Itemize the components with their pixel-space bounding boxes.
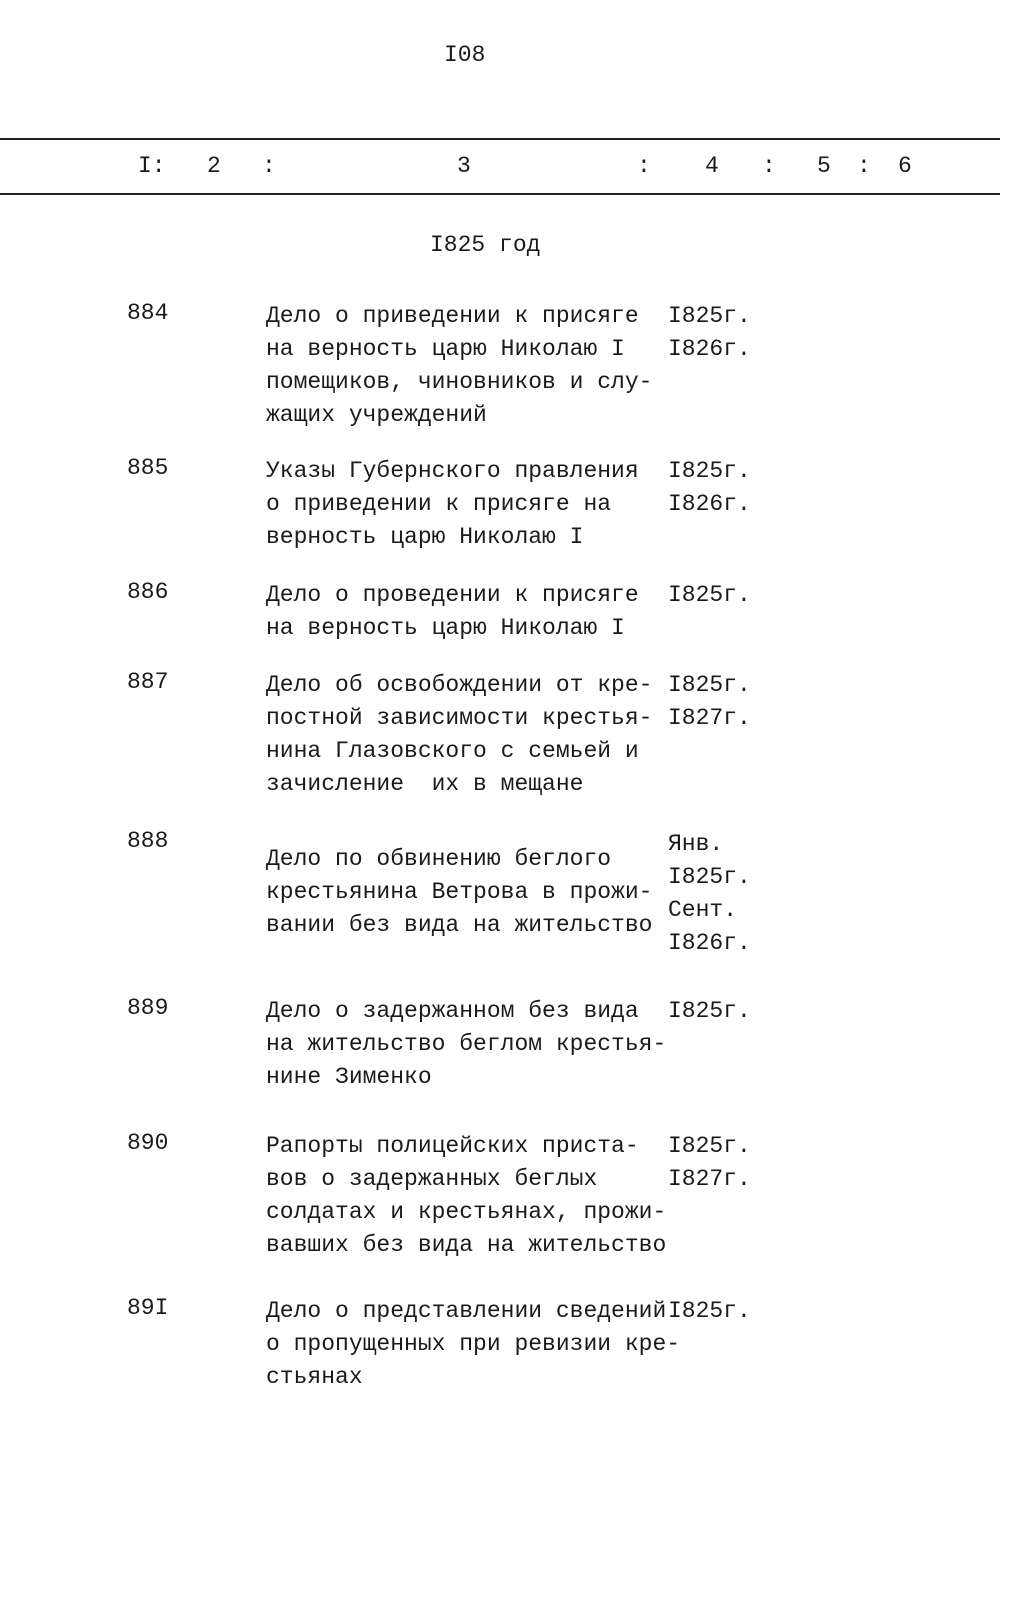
- date-line: I826г.: [668, 930, 751, 956]
- entry-number: 890: [127, 1130, 169, 1156]
- section-title: I825 год: [430, 232, 541, 258]
- column-header: I:: [138, 153, 166, 179]
- entry-description: [266, 579, 639, 645]
- date-line: I825г.: [668, 582, 751, 608]
- description-line: Дело о представлении сведений: [266, 1298, 667, 1324]
- description-line: вании без вида на жительство: [266, 912, 653, 938]
- date-line: I827г.: [668, 1166, 751, 1192]
- column-header: 6: [898, 153, 912, 179]
- entry-number: 884: [127, 300, 169, 326]
- description-line: помещиков, чиновников и слу-: [266, 369, 653, 395]
- column-header: 2: [207, 153, 221, 179]
- description-line: нине Зименко: [266, 1064, 432, 1090]
- entry-dates: [668, 579, 751, 612]
- entry-dates: [668, 1295, 751, 1328]
- description-line: Дело об освобождении от кре-: [266, 672, 653, 698]
- description-line: о приведении к присяге на: [266, 491, 612, 517]
- description-line: постной зависимости крестья-: [266, 705, 653, 731]
- description-line: на верность царю Николаю I: [266, 615, 625, 641]
- entry-dates: [668, 1130, 751, 1196]
- description-line: Дело по обвинению беглого: [266, 846, 612, 872]
- date-line: I825г.: [668, 1133, 751, 1159]
- date-line: I825г.: [668, 998, 751, 1024]
- entry-dates: [668, 669, 751, 735]
- column-separator: :: [262, 153, 276, 179]
- date-line: I826г.: [668, 491, 751, 517]
- header-bottom-rule: [0, 193, 1000, 195]
- entry-dates: [668, 300, 751, 366]
- description-line: на верность царю Николаю I: [266, 336, 625, 362]
- header-top-rule: [0, 138, 1000, 140]
- entry-number: 89I: [127, 1295, 169, 1321]
- column-separator: :: [762, 153, 776, 179]
- page-number: I08: [444, 42, 486, 68]
- description-line: Дело о проведении к присяге: [266, 582, 639, 608]
- column-separator: :: [637, 153, 651, 179]
- description-line: Рапорты полицейских пристa-: [266, 1133, 639, 1159]
- date-line: I827г.: [668, 705, 751, 731]
- date-line: I825г.: [668, 1298, 751, 1324]
- date-line: I825г.: [668, 458, 751, 484]
- description-line: вавших без вида на жительство: [266, 1232, 667, 1258]
- column-separator: :: [857, 153, 871, 179]
- entry-description: [266, 843, 652, 942]
- description-line: нина Глазовского с семьей и: [266, 738, 639, 764]
- entry-number: 887: [127, 669, 169, 695]
- entry-description: [266, 455, 639, 554]
- column-header: 4: [705, 153, 719, 179]
- description-line: вов о задержанных беглых: [266, 1166, 598, 1192]
- entry-dates: [668, 995, 751, 1028]
- description-line: верность царю Николаю I: [266, 524, 584, 550]
- date-line: I825г.: [668, 864, 751, 890]
- entry-description: [266, 669, 652, 801]
- description-line: на жительство беглом крестья-: [266, 1031, 667, 1057]
- date-line: I825г.: [668, 303, 751, 329]
- entry-description: [266, 1130, 666, 1262]
- description-line: зачисление их в мещане: [266, 771, 584, 797]
- description-line: солдатах и крестьянах, прожи-: [266, 1199, 667, 1225]
- date-line: I825г.: [668, 672, 751, 698]
- entry-description: [266, 300, 652, 432]
- date-line: I826г.: [668, 336, 751, 362]
- entry-description: [266, 1295, 680, 1394]
- description-line: жащих учреждений: [266, 402, 487, 428]
- date-line: Янв.: [668, 831, 724, 857]
- entry-number: 888: [127, 828, 169, 854]
- column-header: 3: [457, 153, 471, 179]
- date-line: Сент.: [668, 897, 738, 923]
- description-line: Дело о приведении к присяге: [266, 303, 639, 329]
- description-line: крестьянина Ветрова в прожи-: [266, 879, 653, 905]
- entry-number: 889: [127, 995, 169, 1021]
- description-line: Дело о задержанном без вида: [266, 998, 639, 1024]
- entry-number: 886: [127, 579, 169, 605]
- entry-description: [266, 995, 666, 1094]
- column-header: 5: [817, 153, 831, 179]
- description-line: стьянах: [266, 1364, 363, 1390]
- entry-dates: [668, 455, 751, 521]
- description-line: о пропущенных при ревизии кре-: [266, 1331, 681, 1357]
- description-line: Указы Губернского правления: [266, 458, 639, 484]
- entry-dates: [668, 828, 751, 960]
- entry-number: 885: [127, 455, 169, 481]
